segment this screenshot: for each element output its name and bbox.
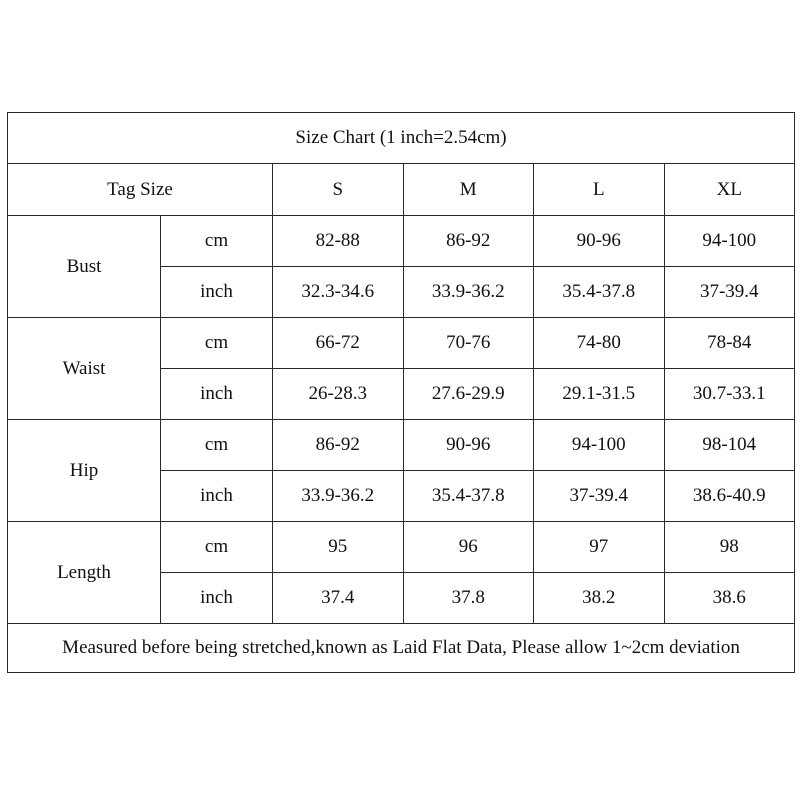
value-cell-s: 33.9-36.2 <box>273 471 404 522</box>
table-row <box>8 318 795 369</box>
value-cell-xl: 38.6-40.9 <box>664 471 795 522</box>
value-cell-m: 37.8 <box>403 573 534 624</box>
unit-label: cm <box>161 522 273 573</box>
measurement-label-hip: Hip <box>8 420 161 522</box>
value-cell-s: 95 <box>273 522 404 573</box>
unit-label: inch <box>161 573 273 624</box>
value-cell-s: 86-92 <box>273 420 404 471</box>
value-cell-xl: 98-104 <box>664 420 795 471</box>
unit-label: inch <box>161 267 273 318</box>
value-cell-m: 70-76 <box>403 318 534 369</box>
title-row <box>8 113 795 164</box>
unit-label: cm <box>161 216 273 267</box>
unit-label: inch <box>161 369 273 420</box>
value-cell-m: 35.4-37.8 <box>403 471 534 522</box>
table-row <box>8 522 795 573</box>
size-header-m: M <box>403 164 534 216</box>
size-chart-table <box>7 112 795 673</box>
value-cell-m: 33.9-36.2 <box>403 267 534 318</box>
table-row <box>8 216 795 267</box>
measurement-label-length: Length <box>8 522 161 624</box>
value-cell-m: 27.6-29.9 <box>403 369 534 420</box>
value-cell-m: 86-92 <box>403 216 534 267</box>
value-cell-l: 38.2 <box>534 573 665 624</box>
value-cell-s: 37.4 <box>273 573 404 624</box>
value-cell-l: 94-100 <box>534 420 665 471</box>
value-cell-m: 90-96 <box>403 420 534 471</box>
value-cell-l: 37-39.4 <box>534 471 665 522</box>
value-cell-l: 35.4-37.8 <box>534 267 665 318</box>
unit-label: inch <box>161 471 273 522</box>
value-cell-s: 26-28.3 <box>273 369 404 420</box>
value-cell-l: 97 <box>534 522 665 573</box>
header-row <box>8 164 795 216</box>
unit-label: cm <box>161 420 273 471</box>
value-cell-xl: 30.7-33.1 <box>664 369 795 420</box>
value-cell-l: 90-96 <box>534 216 665 267</box>
value-cell-s: 66-72 <box>273 318 404 369</box>
value-cell-s: 82-88 <box>273 216 404 267</box>
size-header-l: L <box>534 164 665 216</box>
measurement-note: Measured before being stretched,known as Laid Flat Data, Please allow 1~2cm deviation <box>8 624 795 673</box>
value-cell-l: 29.1-31.5 <box>534 369 665 420</box>
note-row <box>8 624 795 673</box>
tag-size-header: Tag Size <box>8 164 273 216</box>
value-cell-xl: 78-84 <box>664 318 795 369</box>
unit-label: cm <box>161 318 273 369</box>
value-cell-m: 96 <box>403 522 534 573</box>
value-cell-xl: 37-39.4 <box>664 267 795 318</box>
value-cell-l: 74-80 <box>534 318 665 369</box>
value-cell-xl: 38.6 <box>664 573 795 624</box>
size-header-xl: XL <box>664 164 795 216</box>
measurement-label-bust: Bust <box>8 216 161 318</box>
table-row <box>8 420 795 471</box>
value-cell-xl: 98 <box>664 522 795 573</box>
measurement-label-waist: Waist <box>8 318 161 420</box>
size-header-s: S <box>273 164 404 216</box>
value-cell-s: 32.3-34.6 <box>273 267 404 318</box>
chart-title: Size Chart (1 inch=2.54cm) <box>8 113 795 164</box>
value-cell-xl: 94-100 <box>664 216 795 267</box>
